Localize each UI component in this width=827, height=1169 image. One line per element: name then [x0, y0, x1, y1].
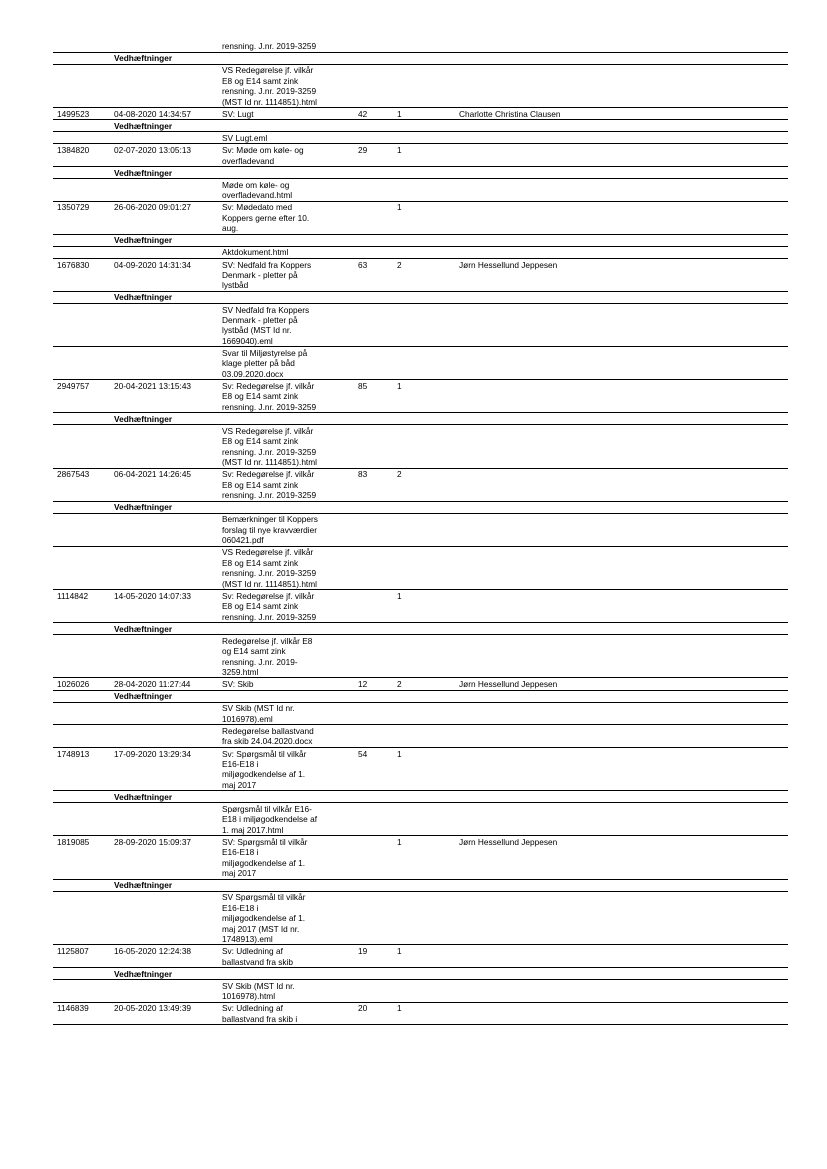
- document-id: 1125807: [57, 946, 89, 957]
- attachments-header-row: [0, 234, 827, 246]
- document-count: 2: [397, 679, 402, 690]
- attachments-label: Vedhæftninger: [114, 120, 173, 131]
- document-date: 04-09-2020 14:31:34: [114, 259, 192, 270]
- table-row: [0, 590, 827, 623]
- document-count: 2: [397, 259, 402, 270]
- attachment-filename: Aktdokument.html: [222, 247, 289, 258]
- document-id: 1146839: [57, 1003, 89, 1014]
- attachments-label: Vedhæftninger: [114, 502, 173, 513]
- sender-name: Jørn Hessellund Jeppesen: [459, 836, 558, 847]
- document-count: 1: [397, 748, 402, 759]
- attachments-header-row: [0, 120, 827, 132]
- attachment-row: [0, 546, 827, 589]
- attachment-filename: Redegørelse ballastvand fra skib 24.04.2020.docx: [222, 725, 314, 747]
- attachments-header-row: [0, 690, 827, 702]
- document-id: 1819085: [57, 836, 90, 847]
- attachments-header-row: [0, 968, 827, 980]
- attachment-row: [0, 64, 827, 107]
- attachment-filename: Redegørelse jf. vilkår E8 og E14 samt zink rensning. J.nr. 2019- 3259.html: [222, 635, 313, 677]
- document-number: 83: [358, 469, 368, 480]
- table-row: [0, 144, 827, 167]
- attachments-label: Vedhæftninger: [114, 791, 173, 802]
- document-date: 28-04-2020 11:27:44: [114, 679, 191, 690]
- table-row: [0, 108, 827, 120]
- sender-name: Jørn Hessellund Jeppesen: [459, 679, 558, 690]
- document-count: 1: [397, 380, 402, 391]
- attachment-filename: SV Lugt.eml: [222, 132, 268, 143]
- attachment-row: [0, 246, 827, 258]
- attachment-filename: SV Nedfald fra Koppers Denmark - pletter på lystbåd (MST Id nr. 1669040).eml: [222, 304, 310, 346]
- document-number: 29: [358, 145, 368, 156]
- document-id: 1026026: [57, 679, 90, 690]
- document-date: 14-05-2020 14:07:33: [114, 590, 192, 601]
- attachment-row: [0, 513, 827, 546]
- document-date: 04-08-2020 14:34:57: [114, 108, 192, 119]
- attachment-row: [0, 347, 827, 380]
- document-id: 1384820: [57, 145, 90, 156]
- document-subject: Sv: Redegørelse jf. vilkår E8 og E14 samt zink rensning. J.nr. 2019-3259: [222, 590, 317, 622]
- document-date: 06-04-2021 14:26:45: [114, 469, 192, 480]
- document-count: 1: [397, 202, 402, 213]
- document-subject: Sv: Redegørelse jf. vilkår E8 og E14 samt zink rensning. J.nr. 2019-3259: [222, 380, 317, 412]
- document-count: 1: [397, 590, 402, 601]
- attachment-row: [0, 803, 827, 836]
- document-count: 1: [397, 145, 402, 156]
- attachments-label: Vedhæftninger: [114, 691, 173, 702]
- attachments-header-row: [0, 52, 827, 64]
- document-subject: SV: Lugt: [222, 108, 254, 119]
- attachments-label: Vedhæftninger: [114, 235, 173, 246]
- attachments-header-row: [0, 413, 827, 425]
- document-subject: SV: Spørgsmål til vilkår E16-E18 i miljøgodkendelse af 1. maj 2017: [222, 836, 308, 879]
- attachment-filename: VS Redegørelse jf. vilkår E8 og E14 samt zink rensning. J.nr. 2019-3259 (MST Id nr. 1114851).html: [222, 547, 317, 589]
- attachments-header-row: [0, 291, 827, 303]
- document-count: 1: [397, 946, 402, 957]
- document-count: 1: [397, 108, 402, 119]
- attachment-row: [0, 980, 827, 1003]
- attachment-row: [0, 179, 827, 202]
- attachment-row: [0, 132, 827, 144]
- document-date: 20-05-2020 13:49:39: [114, 1003, 192, 1014]
- sender-name: Jørn Hessellund Jeppesen: [459, 259, 558, 270]
- attachment-row: [0, 425, 827, 468]
- table-row: [0, 836, 827, 879]
- table-row: [0, 258, 827, 291]
- sender-name: Charlotte Christina Clausen: [459, 108, 561, 119]
- document-number: 54: [358, 748, 368, 759]
- attachments-header-row: [0, 879, 827, 891]
- attachment-filename: SV Spørgsmål til vilkår E16-E18 i miljøgodkendelse af 1. maj 2017 (MST Id nr. 1748913).eml: [222, 892, 306, 944]
- attachments-header-row: [0, 167, 827, 179]
- document-date: 20-04-2021 13:15:43: [114, 380, 192, 391]
- document-date: 16-05-2020 12:24:38: [114, 946, 192, 957]
- attachment-filename: Bemærkninger til Koppers forslag til nye kravværdier 060421.pdf: [222, 514, 318, 546]
- attachments-label: Vedhæftninger: [114, 167, 173, 178]
- attachments-header-row: [0, 623, 827, 635]
- document-date: 28-09-2020 15:09:37: [114, 836, 192, 847]
- document-id: 1350729: [57, 202, 90, 213]
- document-subject: SV: Skib: [222, 679, 254, 690]
- document-number: 20: [358, 1003, 368, 1014]
- document-number: 12: [358, 679, 368, 690]
- document-id: 2867543: [57, 469, 90, 480]
- table-row: [0, 747, 827, 790]
- attachment-filename: rensning. J.nr. 2019-3259: [222, 41, 317, 52]
- attachments-label: Vedhæftninger: [114, 53, 173, 64]
- document-subject: Sv: Mødedato med Koppers gerne efter 10. aug.: [222, 202, 310, 234]
- attachment-row: [0, 702, 827, 725]
- document-subject: Sv: Spørgsmål til vilkår E16-E18 i miljøgodkendelse af 1. maj 2017: [222, 748, 307, 790]
- table-row: [0, 945, 827, 968]
- attachments-label: Vedhæftninger: [114, 292, 173, 303]
- row-divider: [53, 1024, 788, 1025]
- document-id: 1748913: [57, 748, 90, 759]
- document-subject: Sv: Møde om køle- og overfladevand: [222, 145, 304, 166]
- document-count: 2: [397, 469, 402, 480]
- table-row: [0, 380, 827, 413]
- attachment-filename: VS Redegørelse jf. vilkår E8 og E14 samt zink rensning. J.nr. 2019-3259 (MST Id nr. 1114851).html: [222, 65, 317, 107]
- document-date: 17-09-2020 13:29:34: [114, 748, 192, 759]
- document-number: 63: [358, 259, 368, 270]
- document-id: 1114842: [57, 590, 89, 601]
- document-id: 1676830: [57, 259, 90, 270]
- document-id: 2949757: [57, 380, 90, 391]
- attachments-label: Vedhæftninger: [114, 413, 173, 424]
- table-row: [0, 201, 827, 234]
- document-count: 1: [397, 1003, 402, 1014]
- document-subject: Sv: Udledning af ballastvand fra skib i: [222, 1003, 298, 1024]
- document-id: 1499523: [57, 108, 90, 119]
- document-subject: Sv: Redegørelse jf. vilkår E8 og E14 samt zink rensning. J.nr. 2019-3259: [222, 469, 317, 501]
- attachment-filename: Svar til Miljøstyrelse på klage pletter på båd 03.09.2020.docx: [222, 347, 308, 379]
- attachment-filename: SV Skib (MST Id nr. 1016978).html: [222, 980, 295, 1002]
- document-number: 42: [358, 108, 368, 119]
- attachment-row: [0, 725, 827, 748]
- document-subject: Sv: Udledning af ballastvand fra skib: [222, 946, 294, 967]
- attachments-label: Vedhæftninger: [114, 880, 173, 891]
- table-row: [0, 1002, 827, 1025]
- attachments-label: Vedhæftninger: [114, 623, 173, 634]
- document-number: 85: [358, 380, 368, 391]
- document-date: 26-06-2020 09:01:27: [114, 202, 192, 213]
- attachments-label: Vedhæftninger: [114, 968, 173, 979]
- attachment-filename: VS Redegørelse jf. vilkår E8 og E14 samt zink rensning. J.nr. 2019-3259 (MST Id nr. 1114851).html: [222, 425, 317, 468]
- table-row: [0, 468, 827, 501]
- attachment-row: [0, 303, 827, 346]
- document-subject: SV: Nedfald fra Koppers Denmark - pletter på lystbåd: [222, 259, 312, 291]
- attachment-row: [0, 891, 827, 945]
- attachment-filename: Spørgsmål til vilkår E16- E18 i miljøgodkendelse af 1. maj 2017.html: [222, 803, 318, 835]
- document-number: 19: [358, 946, 368, 957]
- document-date: 02-07-2020 13:05:13: [114, 145, 192, 156]
- attachments-header-row: [0, 501, 827, 513]
- attachment-row: [0, 40, 827, 52]
- document-count: 1: [397, 836, 402, 847]
- attachment-filename: SV Skib (MST Id nr. 1016978).eml: [222, 703, 295, 724]
- table-row: [0, 678, 827, 690]
- attachment-filename: Møde om køle- og overfladevand.html: [222, 179, 293, 201]
- attachments-header-row: [0, 791, 827, 803]
- attachment-row: [0, 635, 827, 678]
